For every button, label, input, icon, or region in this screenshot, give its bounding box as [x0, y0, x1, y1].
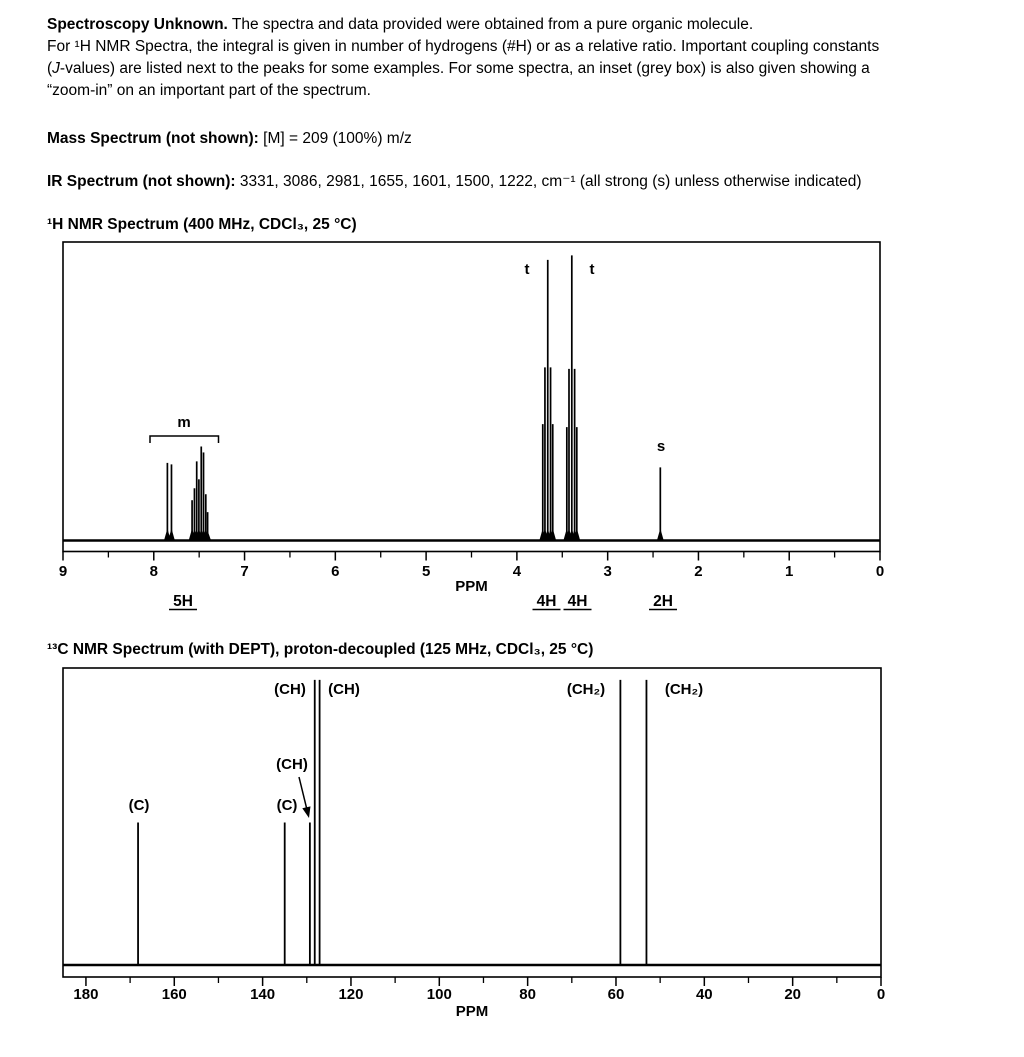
peak-foot	[168, 529, 175, 541]
peak-annotation: (CH₂)	[566, 681, 606, 698]
peak-annotation: (CH)	[276, 756, 308, 773]
integral-label: 4H	[536, 593, 557, 610]
annotation-arrow-head	[302, 806, 310, 818]
ir-spectrum-label: IR Spectrum (not shown):	[47, 173, 236, 190]
peak-annotation: (CH)	[274, 681, 306, 698]
intro-line1-bold: Spectroscopy Unknown.	[47, 16, 228, 33]
axis-tick-label: 7	[240, 563, 249, 580]
peak-annotation: (CH₂)	[664, 681, 704, 698]
axis-tick-label: 140	[250, 986, 276, 1003]
c13-nmr-chart	[63, 668, 885, 1020]
axis-tick-label: 0	[875, 563, 885, 580]
axis-tick-label: 180	[73, 986, 99, 1003]
axis-tick-label: 8	[149, 563, 158, 580]
axis-tick-label: 80	[519, 986, 536, 1003]
ir-spectrum-value: 3331, 3086, 2981, 1655, 1601, 1500, 1222, cm⁻¹ (all strong (s) unless otherwise indicated)	[235, 173, 862, 190]
mass-spectrum-value: [M] = 209 (100%) m/z	[258, 130, 412, 147]
plot-box	[63, 242, 880, 552]
integral-label: 4H	[567, 593, 588, 610]
intro-line3-rest: -values) are listed next to the peaks for some examples. For some spectra, an inset (grey box) is also given showing a	[59, 60, 870, 77]
c13-nmr-title: ¹³C NMR Spectrum (with DEPT), proton-decoupled (125 MHz, CDCl₃, 25 °C)	[47, 641, 594, 658]
intro-line3-italic-j: J	[52, 60, 60, 77]
mass-spectrum-label: Mass Spectrum (not shown):	[47, 130, 259, 147]
intro-line3-pre: (	[47, 60, 53, 77]
integral-label: 5H	[173, 593, 193, 610]
h1-nmr-title: ¹H NMR Spectrum (400 MHz, CDCl₃, 25 °C)	[47, 216, 357, 233]
axis-tick-label: 160	[161, 986, 187, 1003]
axis-tick-label: 6	[331, 563, 340, 580]
peak-annotation: (CH)	[328, 681, 360, 698]
peak-annotation: t	[524, 261, 530, 278]
axis-tick-label: 3	[603, 563, 612, 580]
axis-tick-label: 2	[694, 563, 703, 580]
axis-tick-label: 60	[607, 986, 625, 1003]
intro-line1-rest: The spectra and data provided were obtained from a pure organic molecule.	[227, 16, 754, 33]
axis-tick-label: 9	[58, 563, 68, 580]
plot-box	[63, 668, 881, 977]
peak-annotation: (C)	[128, 797, 150, 814]
peak-annotation: t	[589, 261, 595, 278]
axis-tick-label: 120	[338, 986, 364, 1003]
axis-tick-label: 0	[876, 986, 886, 1003]
axis-tick-label: 1	[785, 563, 794, 580]
annotation-arrow-line	[299, 777, 308, 812]
peak-annotation: m	[177, 414, 191, 431]
peak-foot	[657, 529, 664, 541]
h1-nmr-chart	[59, 242, 884, 610]
peak-annotation: (C)	[276, 797, 298, 814]
multiplet-bracket	[150, 436, 219, 443]
peak-annotation: s	[656, 438, 666, 455]
axis-tick-label: 5	[421, 563, 431, 580]
axis-tick-label: 40	[695, 986, 713, 1003]
intro-line-4: “zoom-in” on an important part of the spectrum.	[47, 82, 371, 99]
intro-line-2: For ¹H NMR Spectra, the integral is given in number of hydrogens (#H) or as a relative ratio. Important coupling constants	[47, 38, 880, 55]
axis-tick-label: 100	[426, 986, 452, 1003]
axis-ppm-label: PPM	[455, 578, 488, 595]
axis-tick-label: 20	[784, 986, 802, 1003]
axis-ppm-label: PPM	[455, 1003, 489, 1020]
integral-label: 2H	[653, 593, 673, 610]
axis-tick-label: 4	[512, 563, 522, 580]
